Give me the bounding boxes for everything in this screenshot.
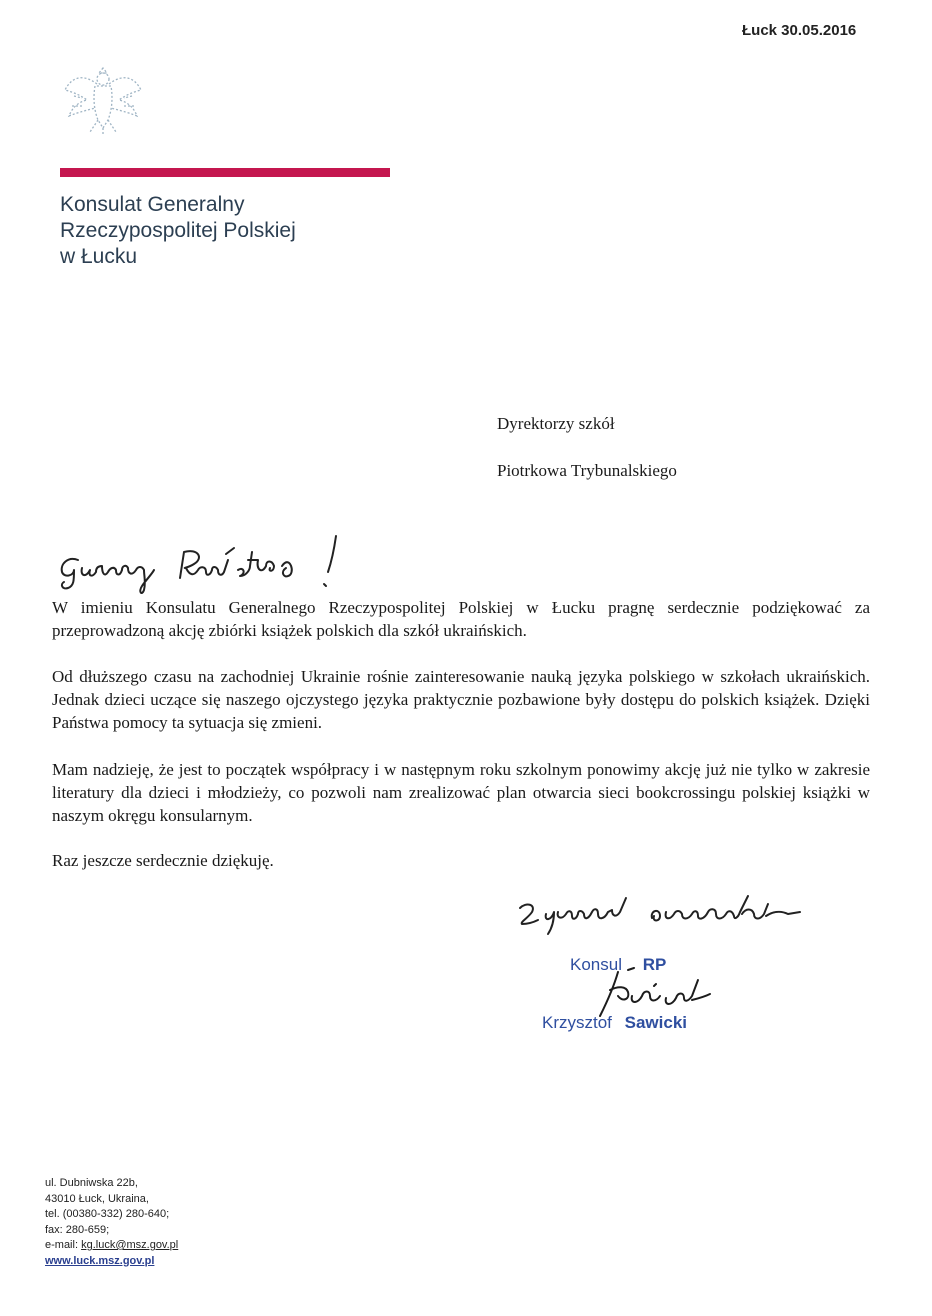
- paragraph-1: W imieniu Konsulatu Generalnego Rzeczypospolitej Polskiej w Łucku pragnę serdecznie podziękować za przeprowadzoną akcję zbiórki książek polskich dla szkół ukraińskich.: [52, 598, 870, 640]
- footer-contact: [45, 1176, 178, 1269]
- footer-email-link[interactable]: kg.luck@msz.gov.pl: [81, 1239, 179, 1251]
- footer-fax: fax: 280-659;: [45, 1223, 110, 1236]
- footer-address-line-2: 43010 Łuck, Ukraina,: [45, 1192, 149, 1205]
- consulate-name-line-1: Konsulat Generalny: [60, 193, 245, 216]
- handwritten-greeting: [52, 530, 412, 600]
- stamp-name-last: Sawicki: [624, 1013, 688, 1032]
- consulate-name: [60, 192, 296, 270]
- paragraph-4: Raz jeszcze serdecznie dziękuję.: [52, 851, 274, 870]
- polish-eagle-icon: [60, 62, 146, 138]
- recipient-line-2: Piotrkowa Trybunalskiego: [497, 461, 677, 480]
- letter-date: Łuck 30.05.2016: [742, 22, 857, 39]
- paragraph-2: Od dłuższego czasu na zachodniej Ukrainie rośnie zainteresowanie nauką języka polskiego w szkołach ukraińskich. Jednak dzieci uczące się naszego ojczystego języka praktycznie pozbawione były dostępu do polskich książek. Dzięki Państwa pomocy ta sytuacja się zmieni.: [52, 667, 870, 732]
- handwritten-closing: [512, 890, 812, 938]
- footer-website-link[interactable]: www.luck.msz.gov.pl: [45, 1254, 155, 1267]
- footer-email-label: e-mail:: [45, 1239, 79, 1251]
- footer-phone: tel. (00380-332) 280-640;: [45, 1208, 170, 1220]
- letterhead-accent-bar: [60, 168, 390, 177]
- stamp-name-first: Krzysztof: [542, 1013, 612, 1032]
- footer-email-row: [45, 1238, 178, 1254]
- stamp-title-text: Konsul: [570, 955, 622, 974]
- consulate-name-line-3: w Łucku: [60, 245, 138, 268]
- stamp-title-suffix: RP: [642, 955, 667, 974]
- footer-address-line-1: ul. Dubniwska 22b,: [45, 1177, 138, 1189]
- paragraph-3: Mam nadzieję, że jest to początek współpracy i w następnym roku szkolnym ponowimy akcję już nie tylko w zakresie literatury dla dzieci i młodzieży, co pozwoli nam zrealizować plan otwarcia sieci bookcrossingu polskiej książki w naszym okręgu konsularnym.: [52, 760, 870, 825]
- recipient-line-1: Dyrektorzy szkół: [497, 414, 615, 433]
- stamp-name: [542, 1013, 687, 1033]
- consulate-name-line-2: Rzeczypospolitej Polskiej: [60, 219, 296, 242]
